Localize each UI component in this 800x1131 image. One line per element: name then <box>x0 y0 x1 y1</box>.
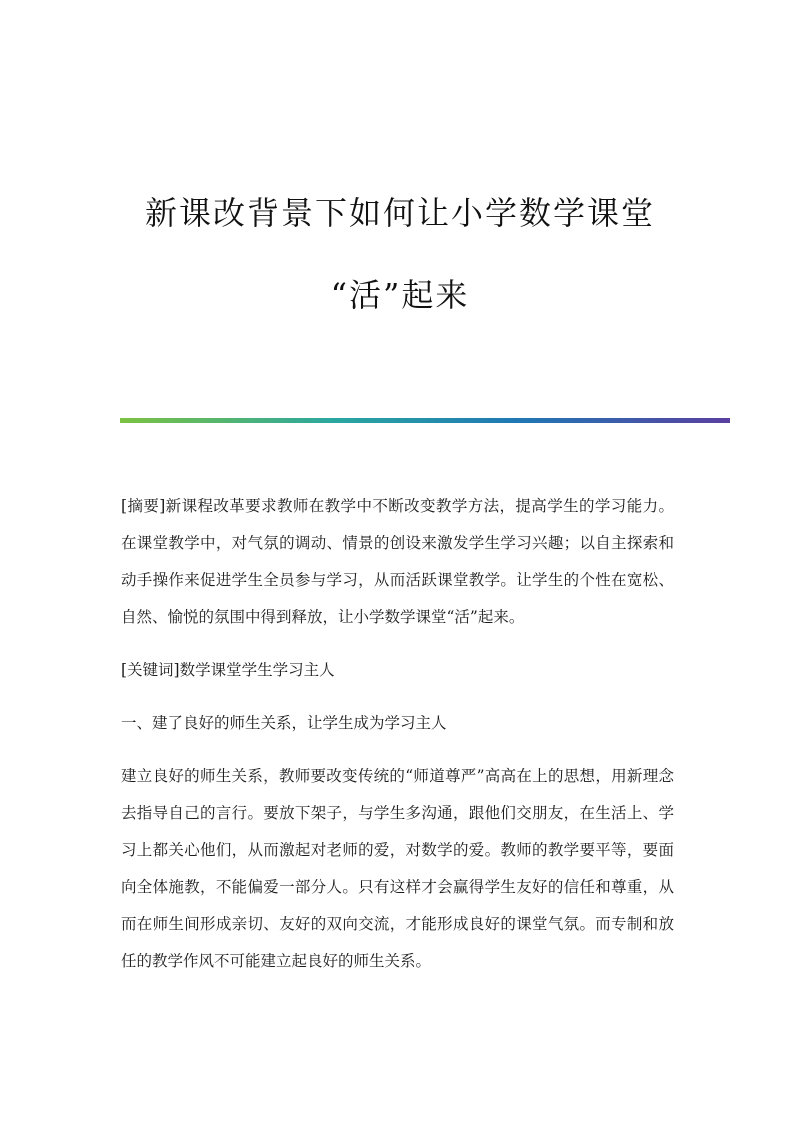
document-body <box>121 488 674 996</box>
keywords-paragraph: [关键词]数学课堂学生学习主人 <box>121 661 335 679</box>
body-paragraph: 建立良好的师生关系，教师要改变传统的“师道尊严”高高在上的思想，用新理念去指导自己的言行。要放下架子，与学生多沟通，跟他们交朋友，在生活上、学习上都关心他们，从而激起对老师的爱，对数学的爱。教师的教学要平等，要面向全体施教，不能偏爱一部分人。只有这样才会赢得学生友好的信任和尊重，从而在师生间形成亲切、友好的双向交流，才能形成良好的课堂气氛。而专制和放任的教学作风不可能建立起良好的师生关系。 <box>121 767 674 970</box>
abstract-paragraph: [摘要]新课程改革要求教师在教学中不断改变教学方法，提高学生的学习能力。在课堂教学中，对气氛的调动、情景的创设来激发学生学习兴趣；以自主探索和动手操作来促进学生全员参与学习，从而活跃课堂教学。让学生的个性在宽松、自然、愉悦的氛围中得到释放，让小学数学课堂“活”起来。 <box>121 497 674 626</box>
section-heading: 一、建了良好的师生关系，让学生成为学习主人 <box>121 714 447 732</box>
document-title-line-2: “活”起来 <box>330 276 470 314</box>
document-title-line-1: 新课改背景下如何让小学数学课堂 <box>144 194 655 232</box>
gradient-divider <box>120 418 730 423</box>
